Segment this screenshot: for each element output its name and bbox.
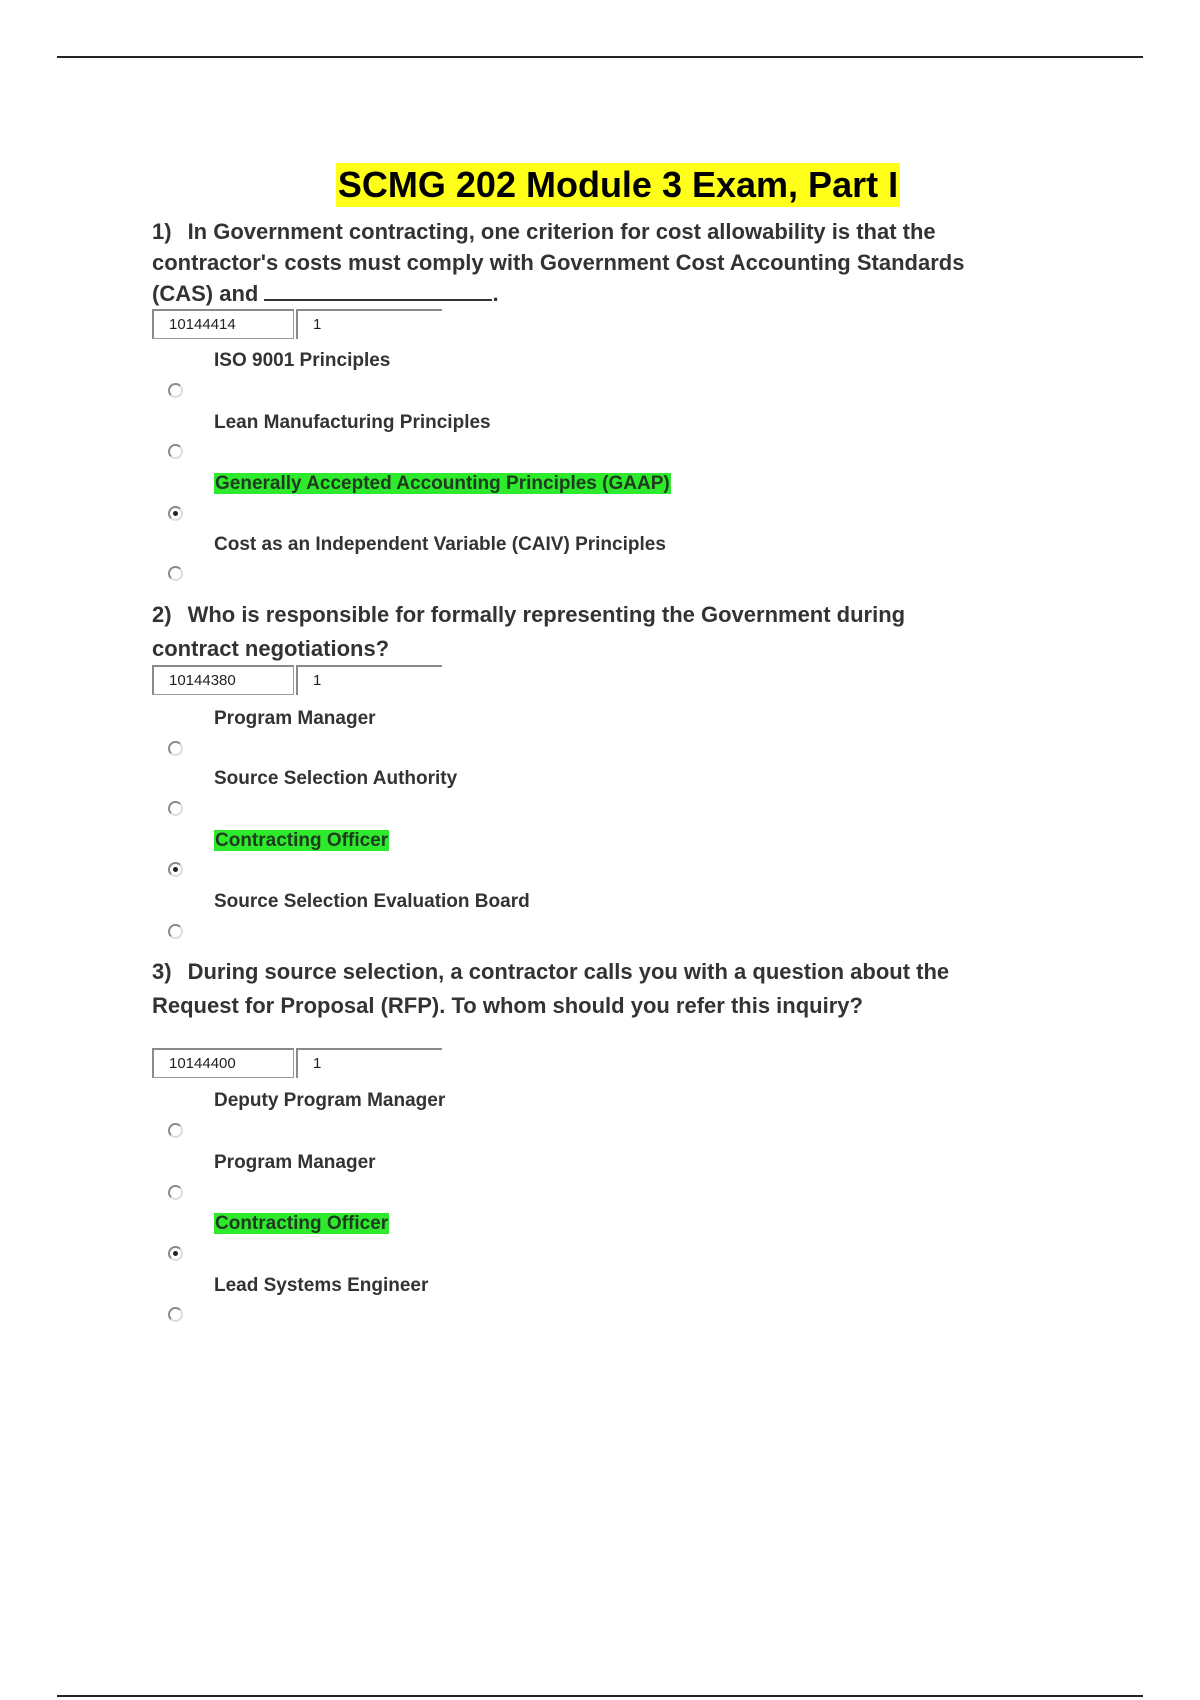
question-3-number: 3)	[152, 959, 172, 984]
question-1-radio-3[interactable]	[168, 506, 183, 521]
question-1-option-4: Cost as an Independent Variable (CAIV) Principles	[214, 534, 666, 555]
question-1-radio-4[interactable]	[168, 566, 183, 581]
question-1-line-3: (CAS) and	[152, 281, 259, 306]
question-1-number: 1)	[152, 219, 172, 244]
question-1-line-1: In Government contracting, one criterion for cost allowability is that the	[187, 219, 936, 244]
question-2-option-3: Contracting Officer	[215, 830, 389, 851]
question-3-points: 1	[296, 1048, 442, 1078]
bottom-rule	[57, 1695, 1143, 1697]
question-1-option-1: ISO 9001 Principles	[214, 350, 391, 371]
title-container	[0, 163, 1200, 207]
fill-in-blank	[264, 281, 492, 301]
question-1-id-box	[152, 309, 442, 339]
question-2-id-box	[152, 665, 442, 695]
question-3-id: 10144400	[152, 1048, 294, 1078]
question-3-radio-3[interactable]	[168, 1246, 183, 1261]
question-1-line-2: contractor's costs must comply with Government Cost Accounting Standards	[152, 250, 965, 275]
question-3-line-2: Request for Proposal (RFP). To whom should you refer this inquiry?	[152, 993, 863, 1018]
question-2-radio-3[interactable]	[168, 862, 183, 877]
question-1-radio-1[interactable]	[168, 383, 183, 398]
question-2-id: 10144380	[152, 665, 294, 695]
top-rule	[57, 56, 1143, 58]
question-1-option-2: Lean Manufacturing Principles	[214, 412, 491, 433]
question-3-radio-2[interactable]	[168, 1185, 183, 1200]
question-3-radio-1[interactable]	[168, 1123, 183, 1138]
question-1-points: 1	[296, 309, 442, 339]
question-2-line-2: contract negotiations?	[152, 636, 390, 661]
question-3-line-1: During source selection, a contractor calls you with a question about the	[187, 959, 950, 984]
question-2-radio-2[interactable]	[168, 801, 183, 816]
question-1-end: .	[492, 281, 499, 306]
question-3-option-4: Lead Systems Engineer	[214, 1275, 429, 1296]
question-2-option-1: Program Manager	[214, 708, 376, 729]
question-3-option-2: Program Manager	[214, 1152, 376, 1173]
question-2-text	[152, 598, 1052, 666]
question-1-id: 10144414	[152, 309, 294, 339]
question-2-points: 1	[296, 665, 442, 695]
question-2-option-4: Source Selection Evaluation Board	[214, 891, 530, 912]
question-1-radio-2[interactable]	[168, 444, 183, 459]
question-3-option-1: Deputy Program Manager	[214, 1090, 446, 1111]
question-3-text	[152, 955, 1052, 1023]
question-3-radio-4[interactable]	[168, 1307, 183, 1322]
question-2-option-2: Source Selection Authority	[214, 768, 458, 789]
question-1-option-3: Generally Accepted Accounting Principles (GAAP)	[215, 473, 670, 494]
question-1-text	[152, 216, 1052, 309]
question-3-id-box	[152, 1048, 442, 1078]
question-2-radio-4[interactable]	[168, 924, 183, 939]
question-2-number: 2)	[152, 602, 172, 627]
page-title: SCMG 202 Module 3 Exam, Part I	[337, 164, 899, 205]
question-2-line-1: Who is responsible for formally representing the Government during	[187, 602, 906, 627]
question-2-radio-1[interactable]	[168, 741, 183, 756]
question-3-option-3: Contracting Officer	[215, 1213, 389, 1234]
